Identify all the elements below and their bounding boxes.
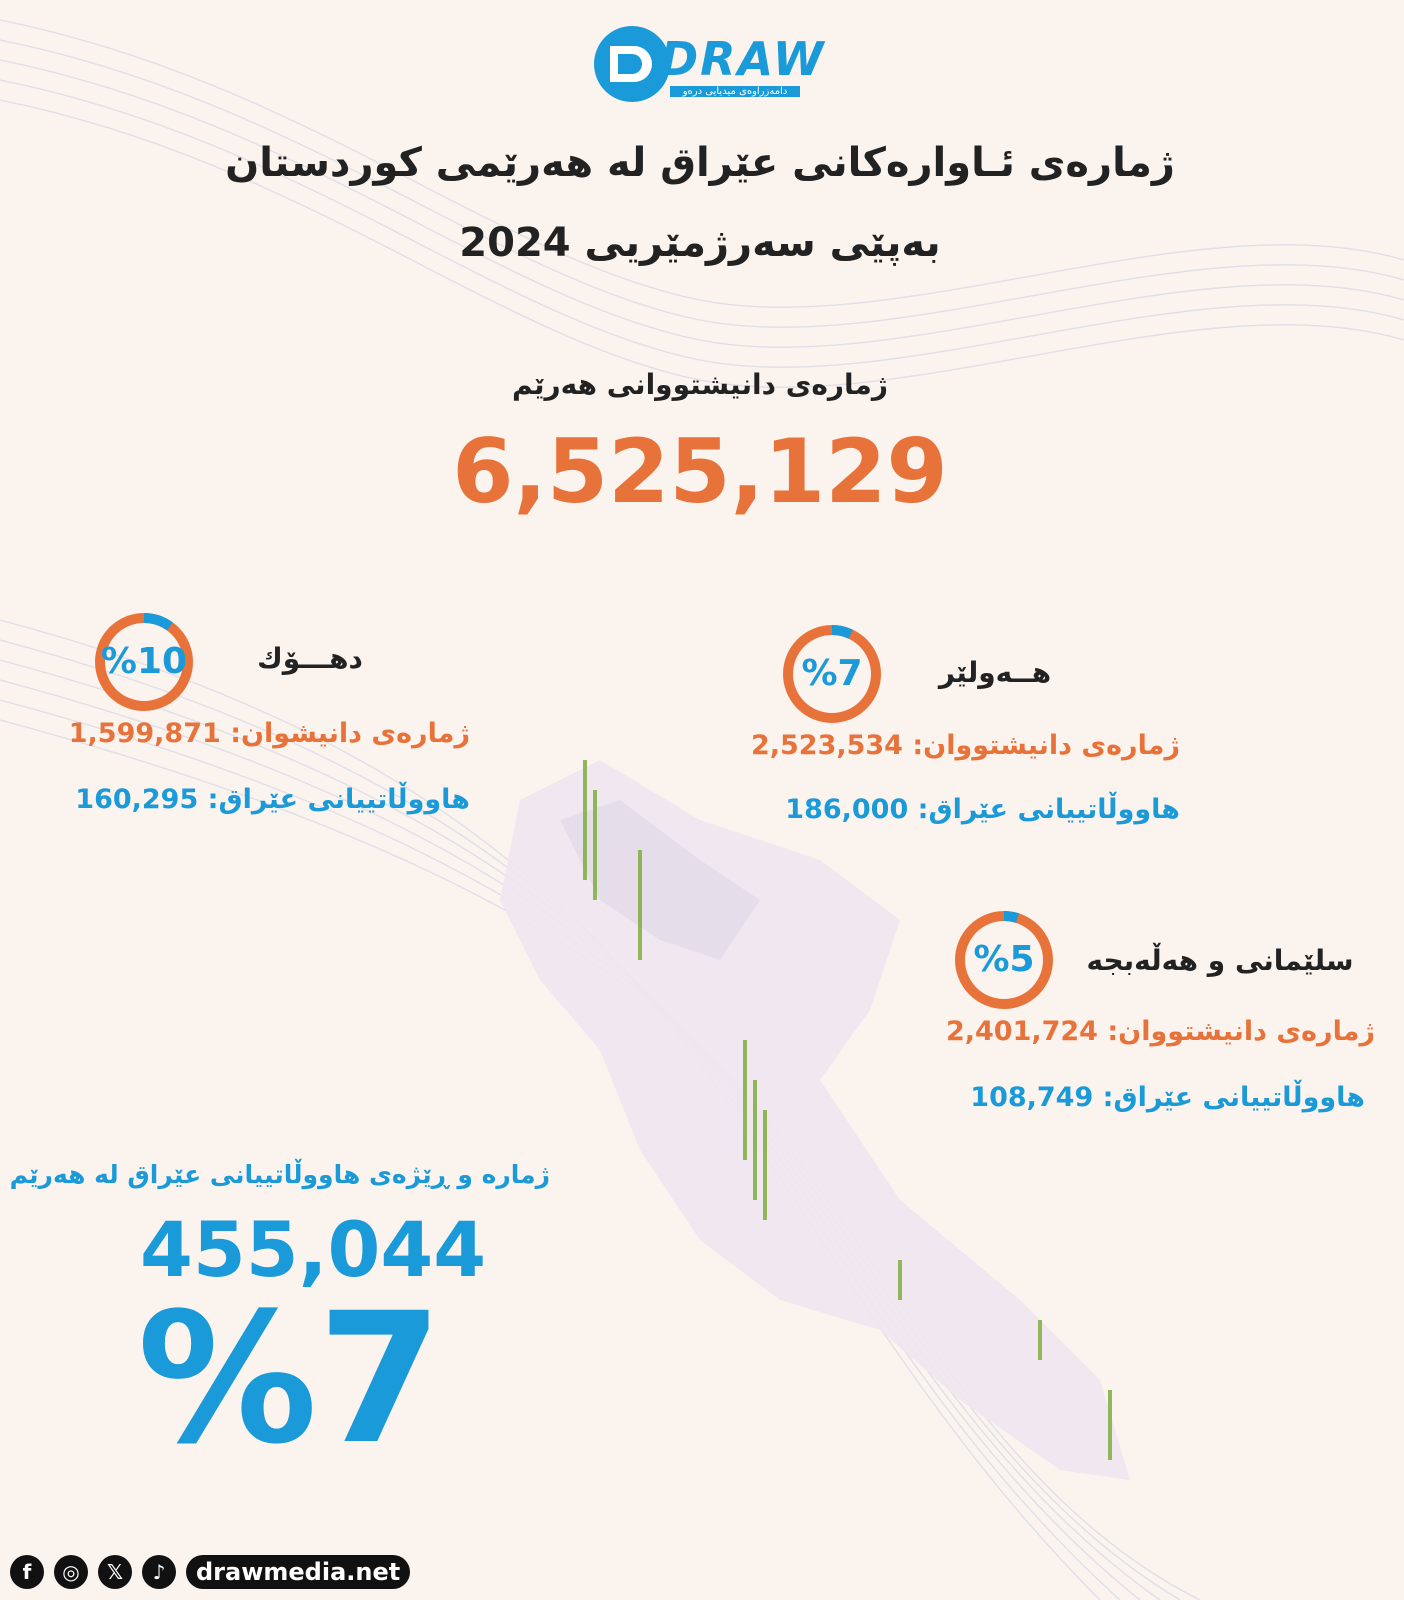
erbil-iraqi: هاووڵاتییانی عێراق: 186,000	[785, 794, 1180, 825]
duhok-percent-label: %10	[100, 641, 188, 682]
region-total-value: 6,525,129	[452, 420, 948, 523]
summary-percent: %7	[137, 1275, 443, 1484]
sulaimani-population: ژمارەی دانیشتووان: 2,401,724	[945, 1016, 1375, 1047]
duhok-population: ژمارەی دانیشوان: 1,599,871	[68, 718, 470, 749]
erbil-percent-ring	[782, 624, 882, 724]
facebook-icon[interactable]: f	[10, 1555, 44, 1589]
sulaimani-name: سلێمانی و هەڵەبجە	[1086, 944, 1354, 977]
summary-label: ژمارە و ڕێژەی هاووڵاتییانی عێراق لە هەرێم	[9, 1160, 550, 1189]
erbil-name: هــەولێر	[938, 656, 1052, 689]
website-link[interactable]: drawmedia.net	[186, 1555, 410, 1589]
sulaimani-iraqi: هاووڵاتییانی عێراق: 108,749	[970, 1082, 1365, 1113]
duhok-name: دهـــۆك	[257, 642, 363, 675]
duhok-iraqi: هاووڵاتییانی عێراق: 160,295	[75, 784, 470, 815]
sulaimani-percent-ring	[954, 910, 1054, 1010]
tiktok-icon[interactable]: ♪	[142, 1555, 176, 1589]
title-line-2: بەپێی سەرژمێریی 2024	[459, 220, 941, 266]
draw-logo	[590, 24, 826, 104]
title-line-1: ژمارەی ئـاوارەکانی عێراق لە هەرێمی کوردستان	[225, 140, 1175, 186]
erbil-percent-label: %7	[801, 653, 863, 694]
map-shape	[500, 760, 1130, 1480]
sulaimani-percent-label: %5	[973, 939, 1035, 980]
logo-tagline: دامەزراوەی میدیایی درەو	[670, 86, 800, 97]
duhok-percent-ring	[94, 612, 194, 712]
instagram-icon[interactable]: ◎	[54, 1555, 88, 1589]
region-total-label: ژمارەی دانیشتووانی هەرێم	[512, 368, 888, 401]
logo-wordmark: DRAW	[660, 32, 826, 86]
x-icon[interactable]: 𝕏	[98, 1555, 132, 1589]
summary-value: 455,044	[140, 1205, 487, 1294]
erbil-population: ژمارەی دانیشتووان: 2,523,534	[750, 730, 1180, 761]
